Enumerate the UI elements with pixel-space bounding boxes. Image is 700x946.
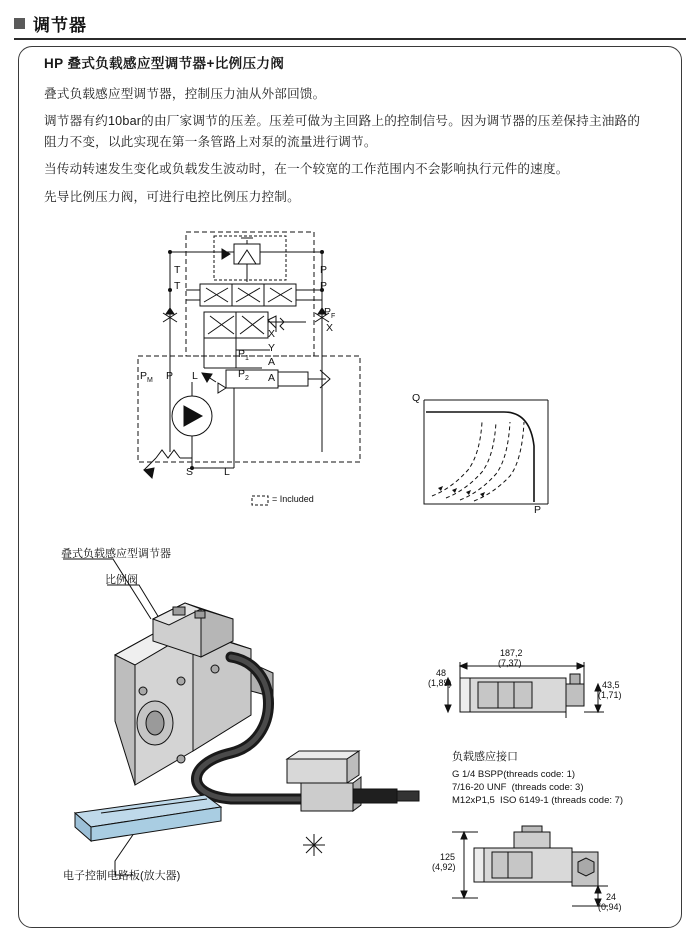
schematic-label-L-left: L (192, 370, 198, 382)
dimension-bottom-height-inch: (4,92) (432, 862, 456, 872)
paragraph: 调节器有约10bar的由厂家调节的压差。压差可做为主回路上的控制信号。因为调节器的压差保持主油路的阻力不变，以此实现在第一条管路上对泵的流量进行调节。 (44, 114, 641, 149)
schematic-label-PF: $P_F$ (324, 306, 336, 321)
chart-axis-label-y: Q (412, 392, 421, 404)
schematic-label-P2: $P_2$ (238, 368, 249, 383)
callout-valve-label: 比例阀 (105, 574, 138, 586)
schematic-label-A-lower: A (268, 372, 276, 384)
schematic-label-A-upper: A (268, 356, 276, 368)
schematic-label-P-bottom: P (320, 280, 328, 292)
dimension-bottom-height: 125 (440, 852, 456, 862)
paragraph: 叠式负载感应型调节器，控制压力油从外部回馈。 (44, 87, 326, 101)
callout-board-label: 电子控制电路板(放大器) (63, 870, 181, 882)
dimension-drawing-top (428, 648, 638, 738)
dimension-left-height: 48 (436, 668, 447, 678)
ports-note-title: 负载感应接口 (452, 751, 518, 763)
dimension-bottom-small-inch: (0,94) (598, 902, 622, 912)
dimension-top-width-inch: (7,37) (498, 658, 522, 668)
page-header (14, 8, 686, 40)
schematic-label-P1: $P_1$ (238, 348, 249, 363)
schematic-legend-included: = Included (272, 494, 314, 504)
dimension-drawing-bottom (432, 818, 638, 928)
dimension-bottom-small: 24 (606, 892, 617, 902)
square-bullet-icon (14, 18, 25, 29)
section-title: HP 叠式负载感应型调节器+比例压力阀 (44, 56, 285, 71)
chart-axis-label-x: P (534, 504, 542, 516)
product-photo-illustration (55, 545, 455, 905)
schematic-label-S: S (186, 466, 194, 478)
schematic-label-X-mid: X (268, 328, 276, 340)
callout-regulator-label: 叠式负载感应型调节器 (61, 548, 171, 560)
dimension-right-height: 43,5 (602, 680, 620, 690)
schematic-label-P-top: P (320, 264, 328, 276)
schematic-label-PM: $P_M$ (140, 370, 153, 385)
schematic-label-L-bottom: L (224, 466, 230, 478)
paragraph: 当传动转速发生变化或负载发生波动时，在一个较宽的工作范围内不会影响执行元件的速度。 (44, 162, 569, 177)
ports-note-line-3: M12xP1,5 ISO 6149-1 (threads code: 7) (452, 795, 624, 806)
body-text-block (44, 52, 644, 214)
dimension-left-height-inch: (1,89) (428, 678, 452, 688)
hydraulic-schematic-diagram (130, 222, 380, 522)
schematic-label-P-port: P (166, 370, 174, 382)
schematic-label-Y-mid: Y (268, 342, 276, 354)
schematic-label-T-top: T (174, 264, 181, 276)
dimension-top-width: 187,2 (500, 648, 523, 658)
ports-note-line-1: G 1/4 BSPP(threads code: 1) (452, 769, 576, 780)
dimension-right-height-inch: (1,71) (598, 690, 622, 700)
performance-chart (412, 392, 562, 522)
ports-note-line-2: 7/16-20 UNF (threads code: 3) (452, 782, 584, 793)
page-title: 调节器 (33, 15, 87, 35)
schematic-label-X-right: X (326, 322, 334, 334)
schematic-label-T-bottom: T (174, 280, 181, 292)
paragraph: 先导比例压力阀，可进行电控比例压力控制。 (44, 189, 300, 204)
